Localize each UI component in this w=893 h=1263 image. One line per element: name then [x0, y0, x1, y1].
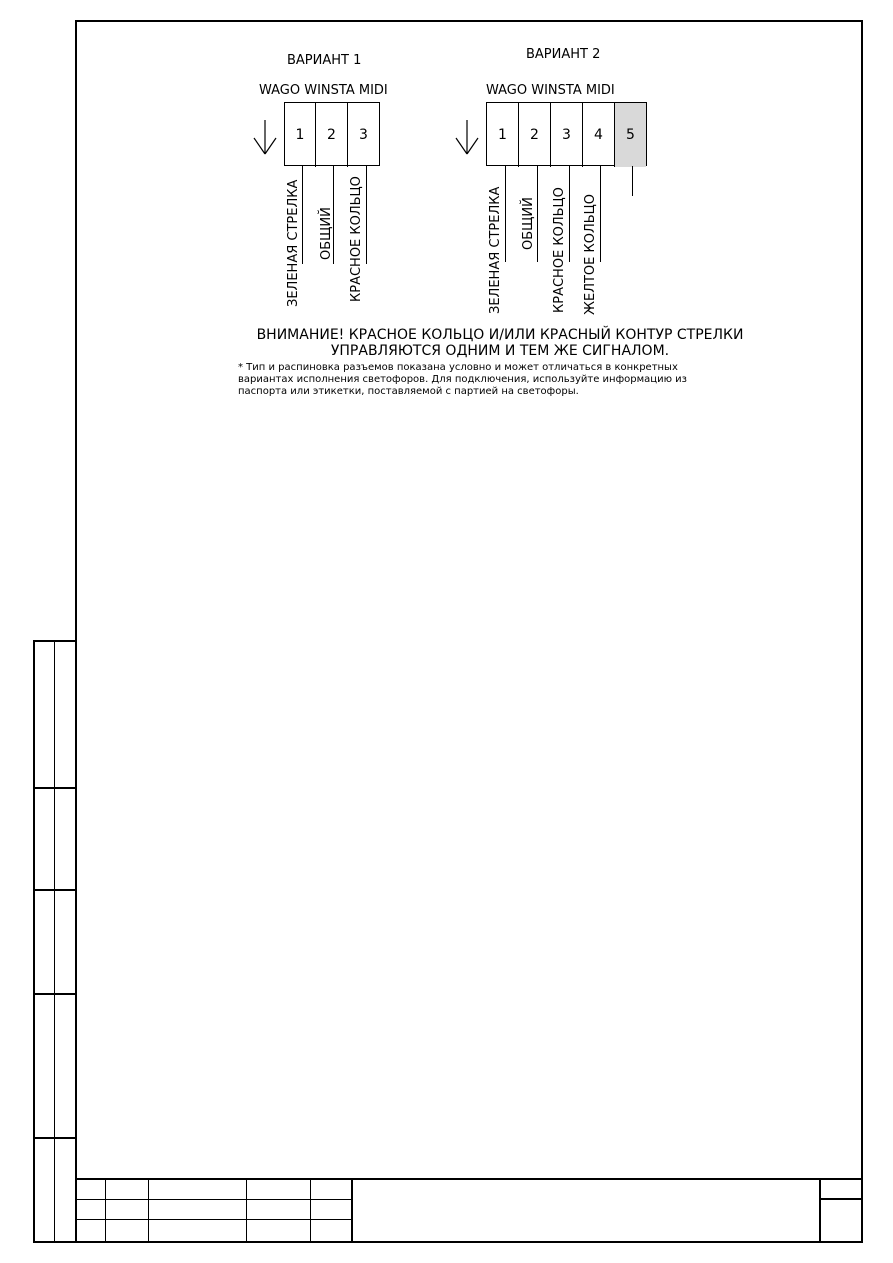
signal-common: ОБЩИЙ	[319, 207, 334, 260]
pin-3: 3	[359, 127, 368, 143]
wire-pin-3	[569, 166, 570, 262]
pin-1: 1	[285, 103, 316, 167]
footnote	[238, 362, 687, 398]
signal-common: ОБЩИЙ	[521, 197, 536, 250]
variant-1-title: ВАРИАНТ 1	[287, 53, 362, 68]
connector-5-pin	[486, 102, 647, 166]
wire-pin-4	[600, 166, 601, 262]
variant-1-connector-label: WAGO WINSTA MIDI	[259, 83, 388, 98]
signal-green-arrow: ЗЕЛЕНАЯ СТРЕЛКА	[286, 179, 301, 307]
warning-notice	[220, 327, 780, 359]
pin-2: 2	[316, 103, 348, 167]
warning-line-1: ВНИМАНИЕ! КРАСНОЕ КОЛЬЦО И/ИЛИ КРАСНЫЙ КОНТУР СТРЕЛКИ	[256, 327, 744, 343]
wire-pin-5	[632, 166, 633, 196]
connector-3-pin	[284, 102, 380, 166]
footnote-line-1: * Тип и распиновка разъемов показана условно и может отличаться в конкретных	[238, 362, 678, 373]
pin-3: 3	[551, 103, 583, 167]
signal-red-ring: КРАСНОЕ КОЛЬЦО	[552, 187, 567, 313]
down-arrow-icon	[453, 118, 483, 158]
down-arrow-icon	[251, 118, 281, 158]
wire-pin-3	[366, 166, 367, 264]
pin-1: 1	[487, 103, 519, 167]
pin-4: 4	[583, 103, 615, 167]
variant-2-connector-label: WAGO WINSTA MIDI	[486, 83, 615, 98]
pin-5: 5	[615, 103, 646, 167]
variant-2-title: ВАРИАНТ 2	[526, 47, 601, 62]
wire-pin-2	[537, 166, 538, 262]
footnote-line-3: паспорта или этикетки, поставляемой с партией на светофоры.	[238, 386, 579, 397]
signal-green-arrow: ЗЕЛЕНАЯ СТРЕЛКА	[488, 186, 503, 314]
drawing-frame	[75, 20, 863, 1243]
wire-pin-1	[505, 166, 506, 262]
signal-yellow-ring: ЖЕЛТОЕ КОЛЬЦО	[583, 194, 598, 315]
signal-red-ring: КРАСНОЕ КОЛЬЦО	[349, 176, 364, 302]
wire-pin-1	[302, 166, 303, 264]
warning-line-2: УПРАВЛЯЮТСЯ ОДНИМ И ТЕМ ЖЕ СИГНАЛОМ.	[330, 343, 670, 359]
pin-2: 2	[519, 103, 551, 167]
footnote-line-2: вариантах исполнения светофоров. Для подключения, используйте информацию из	[238, 374, 687, 385]
